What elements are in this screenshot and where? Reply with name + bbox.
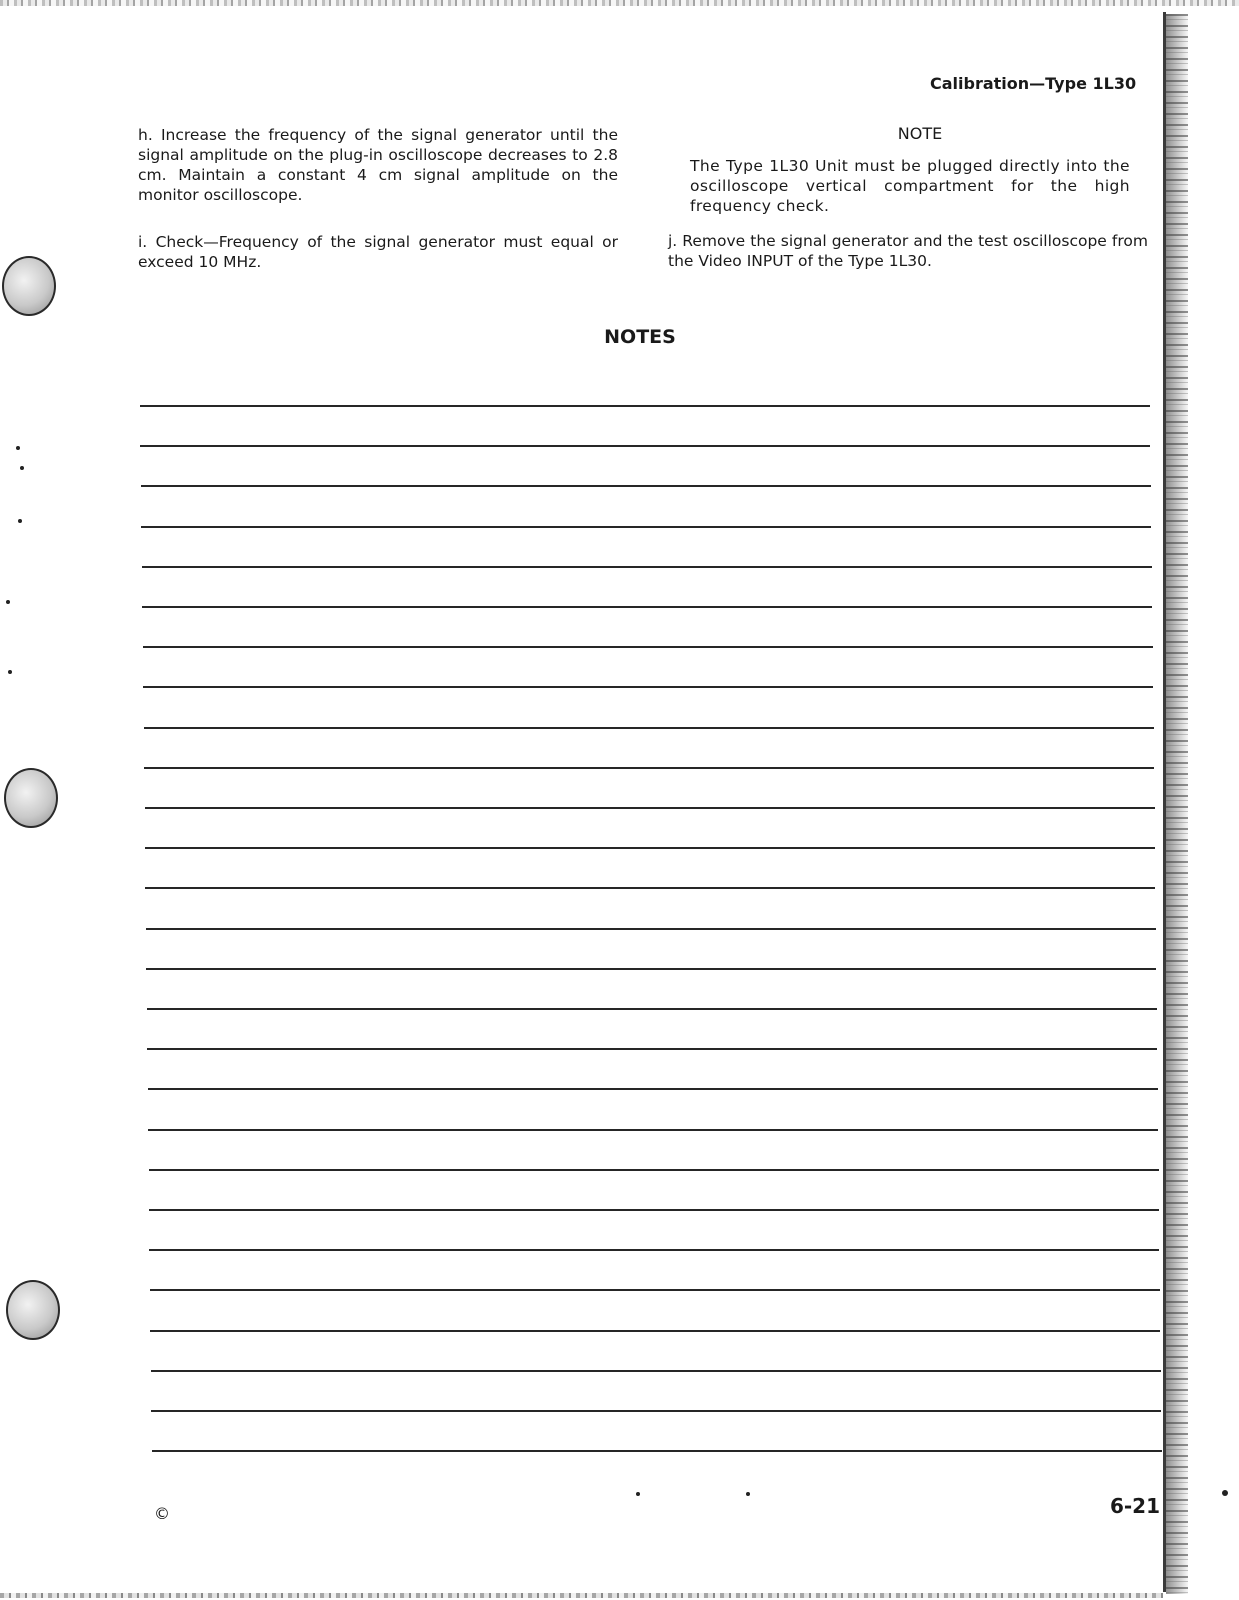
ruled-line: [148, 1129, 1158, 1131]
scan-speck: [8, 670, 12, 674]
ruled-line: [146, 928, 1156, 930]
ruled-line: [150, 1330, 1160, 1332]
note-title: NOTE: [897, 124, 943, 143]
scan-edge-bottom: [0, 1593, 1239, 1598]
ruled-line: [149, 1209, 1159, 1211]
ruled-line: [148, 1088, 1158, 1090]
ruled-line: [140, 445, 1150, 447]
ruled-line: [149, 1169, 1159, 1171]
step-h-paragraph: h. Increase the frequency of the signal generator until the signal amplitude on the plug-in oscilloscope decreases to 2.8 cm. Maintain a constant 4 cm signal amplitude on the monitor oscilloscope.: [138, 126, 618, 204]
ruled-line: [140, 405, 1150, 407]
scan-speck: [636, 1492, 640, 1496]
ruled-line: [143, 646, 1153, 648]
step-i-paragraph: i. Check—Frequency of the signal generator must equal or exceed 10 MHz.: [138, 233, 618, 271]
ruled-line: [143, 686, 1153, 688]
ruled-line: [145, 887, 1155, 889]
page-number: 6-21: [1109, 1494, 1160, 1518]
ruled-line: [151, 1370, 1161, 1372]
binder-hole-top: [2, 256, 56, 316]
binder-hole-middle: [4, 768, 58, 828]
scan-speck: [746, 1492, 750, 1496]
ruled-line: [150, 1289, 1160, 1291]
ruled-line: [142, 606, 1152, 608]
ruled-line: [144, 727, 1154, 729]
ruled-line: [141, 485, 1151, 487]
ruled-line: [147, 1048, 1157, 1050]
scan-speck: [20, 466, 24, 470]
scan-speck: [1222, 1490, 1228, 1496]
scan-speck: [16, 446, 20, 450]
scan-speck: [6, 600, 10, 604]
ruled-line: [142, 566, 1152, 568]
ruled-line: [149, 1249, 1159, 1251]
ruled-line: [146, 968, 1156, 970]
scan-edge-top: [0, 0, 1239, 6]
scan-speck: [18, 519, 22, 523]
page-edge-shadow: [1166, 14, 1188, 1594]
notes-heading: NOTES: [604, 326, 676, 348]
binder-hole-bottom: [6, 1280, 60, 1340]
ruled-line: [144, 767, 1154, 769]
running-header: Calibration—Type 1L30: [930, 74, 1137, 93]
step-j-paragraph: j. Remove the signal generator and the test oscilloscope from the Video INPUT of the Type 1L30.: [668, 232, 1148, 270]
note-body: The Type 1L30 Unit must be plugged directly into the oscilloscope vertical compartment for the high frequency check.: [690, 157, 1130, 215]
ruled-line: [145, 847, 1155, 849]
ruled-line: [152, 1450, 1162, 1452]
ruled-line: [141, 526, 1151, 528]
ruled-line: [147, 1008, 1157, 1010]
ruled-line: [145, 807, 1155, 809]
ruled-line: [151, 1410, 1161, 1412]
copyright-mark: ©: [154, 1504, 170, 1523]
